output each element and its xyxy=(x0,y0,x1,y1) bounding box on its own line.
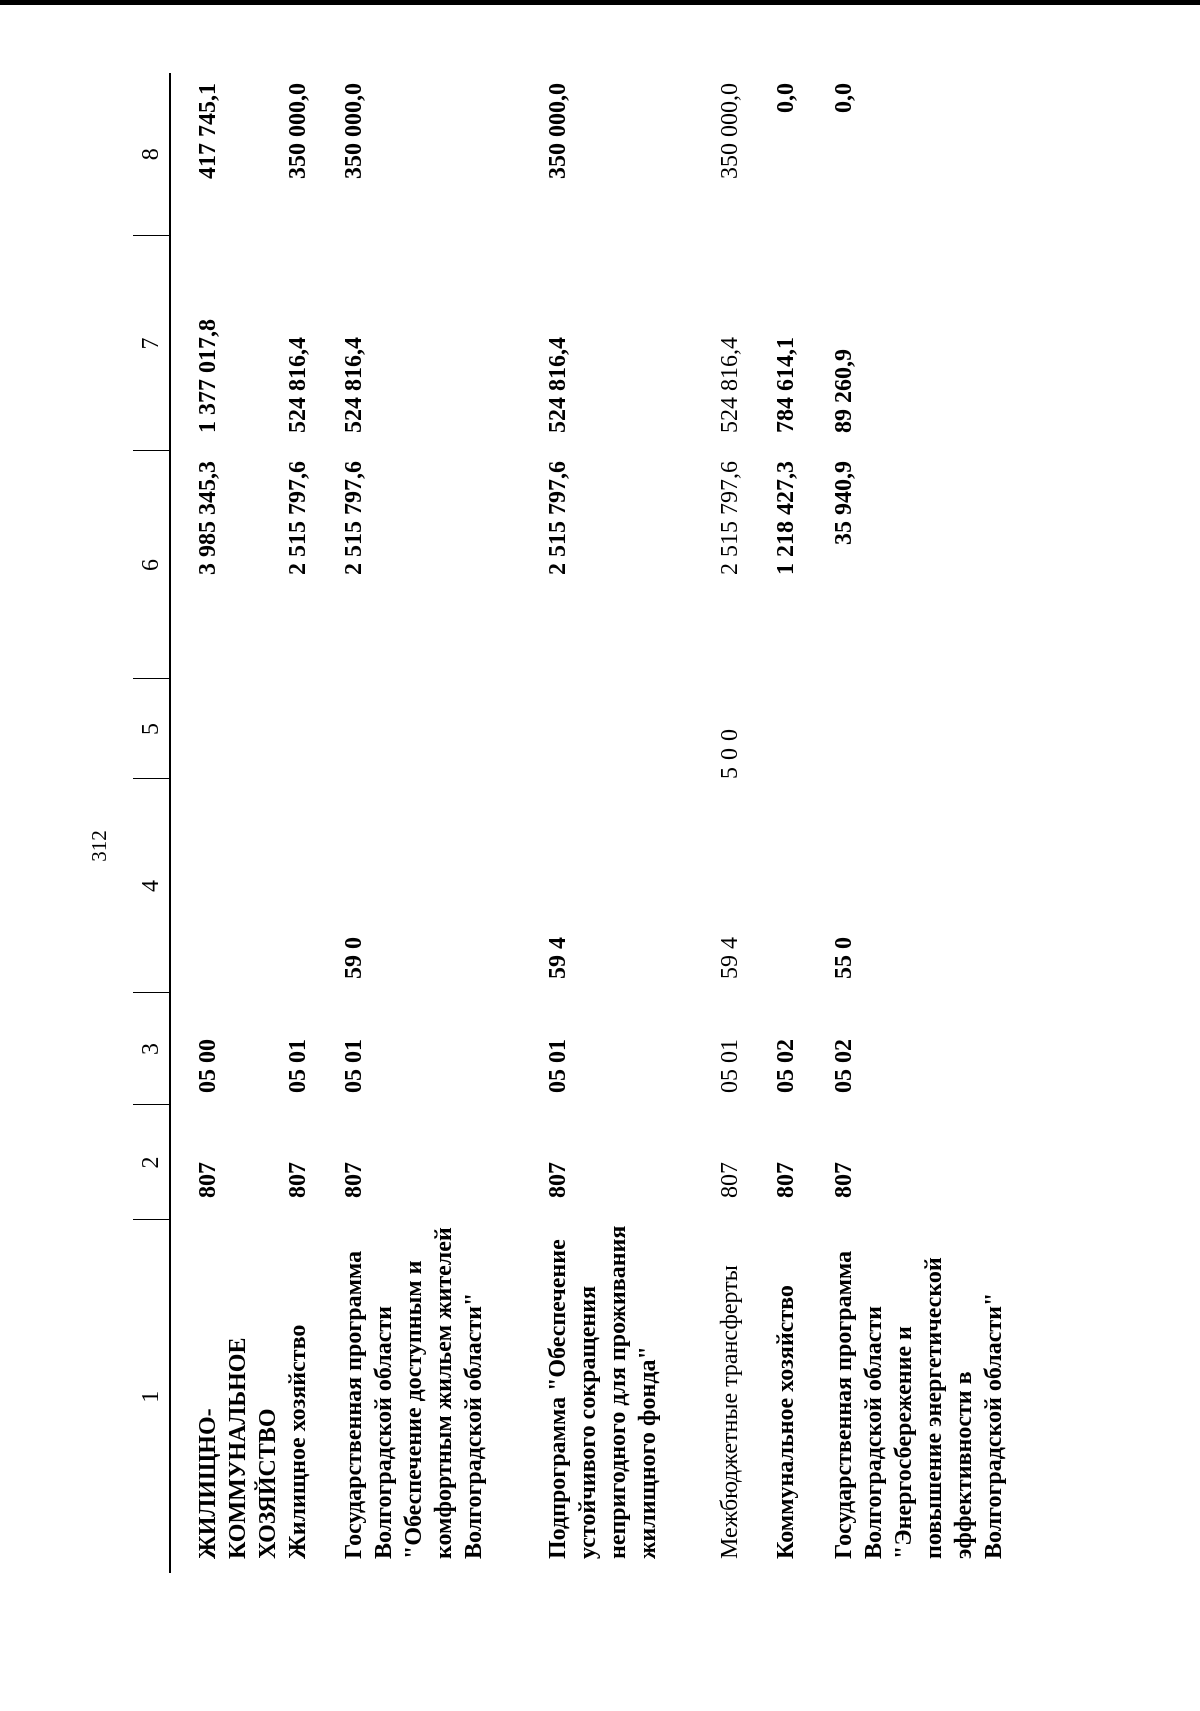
table-row xyxy=(771,73,829,1573)
row-value-6: 2 515 797,6 xyxy=(341,461,367,575)
row-code-4: 59 4 xyxy=(545,937,571,979)
table-row xyxy=(715,73,771,1573)
row-code-5 xyxy=(543,679,715,779)
row-name: ЖИЛИЩНО-КОММУНАЛЬНОЕ ХОЗЯЙСТВО xyxy=(195,1337,281,1559)
row-code-5 xyxy=(339,679,543,779)
header-col-2: 2 xyxy=(133,1105,170,1220)
row-code-4: 59 4 xyxy=(717,937,743,979)
row-value-7: 524 816,4 xyxy=(341,337,367,433)
row-name: Подпрограмма "Обеспечение устойчивого сокращения непригодного для проживания жилищного фонда" xyxy=(545,1225,661,1559)
row-value-8: 350 000,0 xyxy=(285,83,311,179)
row-name: Жилищное хозяйство xyxy=(285,1324,311,1559)
row-code-5 xyxy=(771,679,829,779)
row-code-2: 807 xyxy=(545,1162,571,1198)
row-code-2: 807 xyxy=(341,1162,367,1198)
row-value-7: 524 816,4 xyxy=(717,337,743,433)
table-row xyxy=(829,73,1019,1573)
row-name: Коммунальное хозяйство xyxy=(773,1285,799,1559)
row-value-8: 0,0 xyxy=(773,83,799,113)
row-code-2: 807 xyxy=(285,1162,311,1198)
header-col-4: 4 xyxy=(133,779,170,993)
page-number: 312 xyxy=(87,830,111,862)
table-row xyxy=(283,73,339,1573)
header-col-1: 1 xyxy=(133,1220,170,1573)
row-value-7: 1 377 017,8 xyxy=(195,319,221,433)
budget-table xyxy=(133,73,1019,1573)
table-row xyxy=(170,73,283,1573)
row-value-6: 2 515 797,6 xyxy=(285,461,311,575)
row-code-5 xyxy=(170,679,283,779)
row-value-8: 350 000,0 xyxy=(717,83,743,179)
row-value-8: 350 000,0 xyxy=(341,83,367,179)
row-code-3: 05 01 xyxy=(717,1039,743,1093)
row-code-3: 05 01 xyxy=(285,1039,311,1093)
scan-top-edge xyxy=(0,0,1200,5)
row-code-4: 55 0 xyxy=(831,937,857,979)
row-value-6: 3 985 345,3 xyxy=(195,461,221,575)
row-code-3: 05 02 xyxy=(773,1039,799,1093)
row-value-7: 784 614,1 xyxy=(773,337,799,433)
row-code-2: 807 xyxy=(831,1162,857,1198)
row-code-5: 500 xyxy=(717,722,743,779)
header-col-8: 8 xyxy=(133,73,170,236)
row-code-3: 05 00 xyxy=(195,1039,221,1093)
row-value-8: 350 000,0 xyxy=(545,83,571,179)
table-row xyxy=(339,73,543,1573)
row-value-7: 89 260,9 xyxy=(831,349,857,433)
header-col-6: 6 xyxy=(133,451,170,679)
row-code-3: 05 01 xyxy=(341,1039,367,1093)
row-code-4 xyxy=(170,779,283,993)
row-code-4: 59 0 xyxy=(341,937,367,979)
row-code-3: 05 01 xyxy=(545,1039,571,1093)
row-value-7: 524 816,4 xyxy=(545,337,571,433)
rotated-table-page xyxy=(133,73,1007,1573)
row-name: Межбюджетные трансферты xyxy=(717,1265,743,1559)
row-name: Государственная программа Волгоградской области "Энергосбережение и повышение энергетической эффективности в Волгоградской области" xyxy=(831,1250,1007,1559)
row-code-5 xyxy=(283,679,339,779)
row-value-6: 2 515 797,6 xyxy=(545,461,571,575)
row-name: Государственная программа Волгоградской области "Обеспечение доступным и комфортным жильем жителей Волгоградской области" xyxy=(341,1227,487,1559)
row-code-3: 05 02 xyxy=(831,1039,857,1093)
header-col-5: 5 xyxy=(133,679,170,779)
row-value-8: 0,0 xyxy=(831,83,857,113)
row-code-5 xyxy=(829,679,1019,779)
row-code-2: 807 xyxy=(773,1162,799,1198)
header-col-3: 3 xyxy=(133,993,170,1105)
header-col-7: 7 xyxy=(133,236,170,451)
row-value-6: 2 515 797,6 xyxy=(717,461,743,575)
row-code-4 xyxy=(283,779,339,993)
row-value-8: 417 745,1 xyxy=(195,83,221,179)
row-code-2: 807 xyxy=(195,1162,221,1198)
row-code-2: 807 xyxy=(717,1162,743,1198)
table-row xyxy=(543,73,715,1573)
row-value-7: 524 816,4 xyxy=(285,337,311,433)
row-value-6: 1 218 427,3 xyxy=(773,461,799,575)
row-value-6: 35 940,9 xyxy=(831,461,857,545)
table-header-row xyxy=(133,73,170,1573)
row-code-4 xyxy=(771,779,829,993)
